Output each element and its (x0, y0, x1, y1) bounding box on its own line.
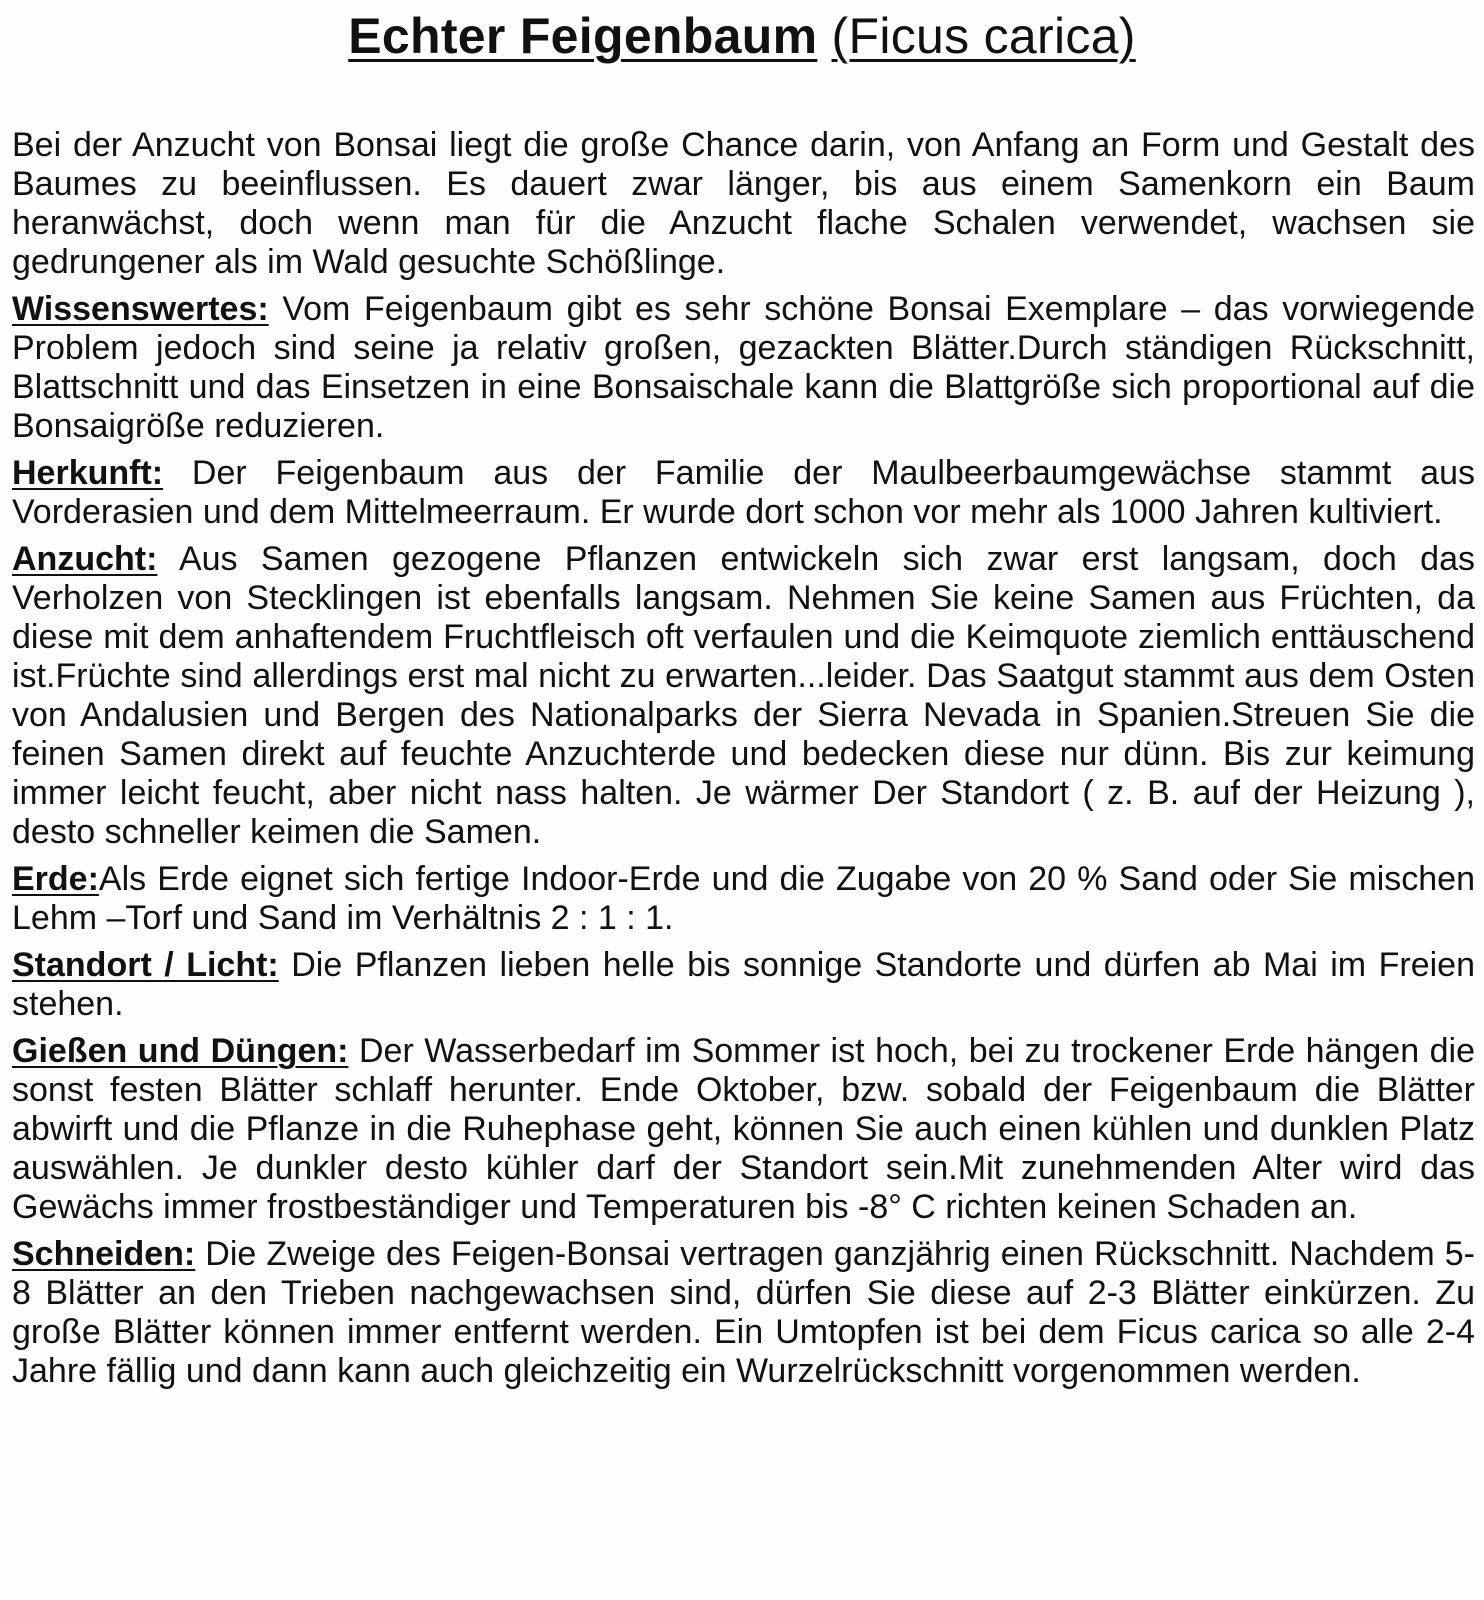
section-text: Die Zweige des Feigen-Bonsai vertragen ganzjährig einen Rückschnitt. Nachdem 5-8 Blätter an den Trieben nachgewachsen sind, dürfen Sie diese auf 2-3 Blätter einkürzen. Zu große Blätter können immer entfernt werden. Ein Umtopfen ist bei dem Ficus carica so alle 2-4 Jahre fällig und dann kann auch gleichzeitig ein Wurzelrückschnitt vorgenommen werden. (12, 1235, 1475, 1390)
section-schneiden (12, 1235, 1475, 1391)
section-text: Aus Samen gezogene Pflanzen entwickeln sich zwar erst langsam, doch das Verholzen von Stecklingen ist ebenfalls langsam. Nehmen Sie keine Samen aus Früchten, da diese mit dem anhaftendem Fruchtfleisch oft verfaulen und die Keimquote ziemlich enttäuschend ist.Früchte sind allerdings erst mal nicht zu erwarten...leider. Das Saatgut stammt aus dem Osten von Andalusien und Bergen des Nationalparks der Sierra Nevada in Spanien.Streuen Sie die feinen Samen direkt auf feuchte Anzuchterde und bedecken diese nur dünn. Bis zur keimung immer leicht feucht, aber nicht nass halten. Je wärmer Der Standort ( z. B. auf der Heizung ), desto schneller keimen die Samen. (12, 540, 1475, 851)
title-scientific-name: (Ficus carica) (831, 8, 1136, 64)
section-text: Die Pflanzen lieben helle bis sonnige Standorte und dürfen ab Mai im Freien stehen. (12, 946, 1475, 1023)
section-heading: Herkunft: (12, 454, 164, 492)
section-text: Der Wasserbedarf im Sommer ist hoch, bei zu trockener Erde hängen die sonst festen Blätter schlaff herunter. Ende Oktober, bzw. sobald der Feigenbaum die Blätter abwirft und die Pflanze in die Ruhephase geht, können Sie auch einen kühlen und dunklen Platz auswählen. Je dunkler desto kühler darf der Standort sein.Mit zunehmenden Alter wird das Gewächs immer frostbeständiger und Temperaturen bis -8° C richten keinen Schaden an. (12, 1032, 1475, 1226)
section-erde (12, 860, 1475, 938)
section-standort-licht (12, 946, 1475, 1024)
section-text: Vom Feigenbaum gibt es sehr schöne Bonsai Exemplare – das vorwiegende Problem jedoch sind seine ja relativ großen, gezackten Blätter.Durch ständigen Rückschnitt, Blattschnitt und das Einsetzen in eine Bonsaischale kann die Blattgröße sich proportional auf die Bonsaigröße reduzieren. (12, 290, 1475, 445)
section-wissenswertes (12, 290, 1475, 446)
section-heading: Standort / Licht: (12, 946, 279, 984)
title-common-name: Echter Feigenbaum (348, 8, 818, 64)
document-body (12, 126, 1475, 1399)
section-heading: Wissenswertes: (12, 290, 269, 328)
section-giessen-und-duengen (12, 1032, 1475, 1227)
document-title (0, 4, 1484, 68)
section-text: Als Erde eignet sich fertige Indoor-Erde und die Zugabe von 20 % Sand oder Sie mischen Lehm –Torf und Sand im Verhältnis 2 : 1 : 1. (12, 860, 1475, 937)
section-text: Der Feigenbaum aus der Familie der Maulbeerbaumgewächse stammt aus Vorderasien und dem Mittelmeerraum. Er wurde dort schon vor mehr als 1000 Jahren kultiviert. (12, 454, 1475, 531)
section-heading: Anzucht: (12, 540, 158, 578)
section-anzucht (12, 540, 1475, 852)
section-heading: Schneiden: (12, 1235, 196, 1273)
intro-paragraph: Bei der Anzucht von Bonsai liegt die große Chance darin, von Anfang an Form und Gestalt des Baumes zu beeinflussen. Es dauert zwar länger, bis aus einem Samenkorn ein Baum heranwächst, doch wenn man für die Anzucht flache Schalen verwendet, wachsen sie gedrungener als im Wald gesuchte Schößlinge. (12, 126, 1475, 281)
section-heading: Erde: (12, 860, 99, 898)
section-heading: Gießen und Düngen: (12, 1032, 349, 1070)
section-herkunft (12, 454, 1475, 532)
